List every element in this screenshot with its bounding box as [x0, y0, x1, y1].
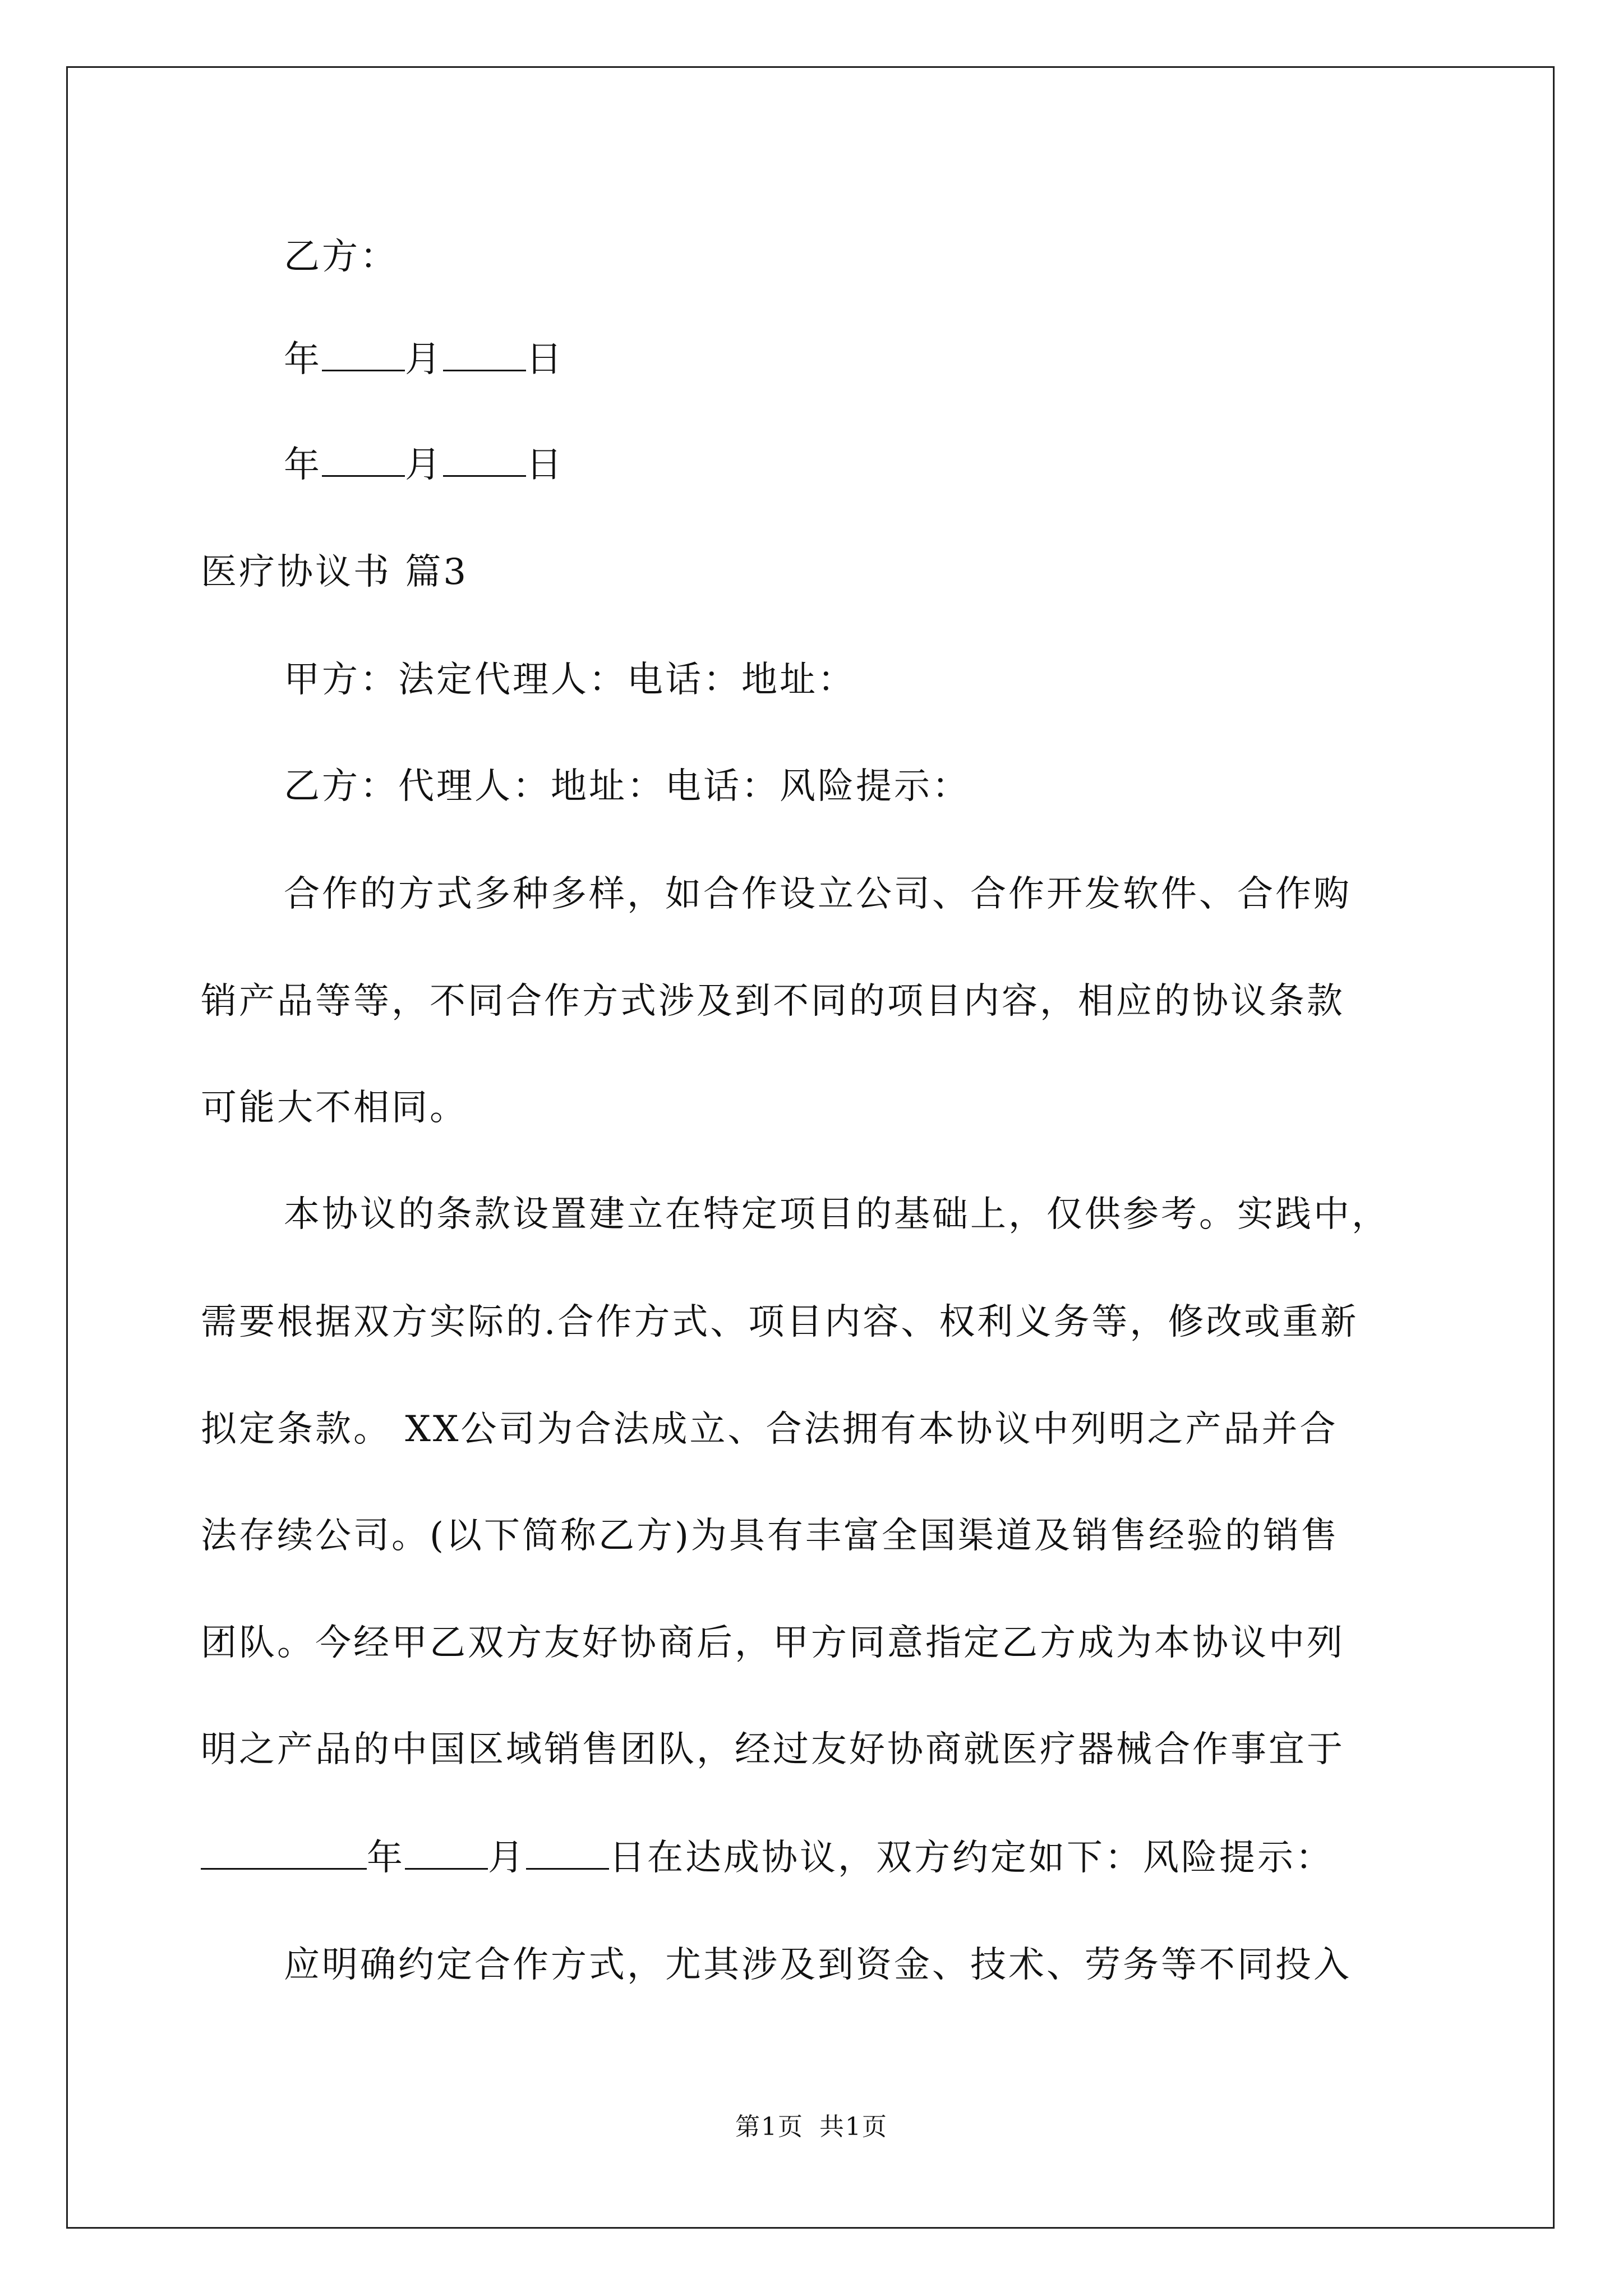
- party-b-info: 乙方：代理人：地址：电话：风险提示：: [284, 766, 970, 807]
- paragraph-line: 应明确约定合作方式，尤其涉及到资金、技术、劳务等不同投入: [284, 1944, 1352, 1986]
- paragraph-line: 合作的方式多种多样，如合作设立公司、合作开发软件、合作购: [284, 873, 1352, 915]
- date-line: 年 月 日: [284, 444, 564, 486]
- paragraph-line: 销产品等等，不同合作方式涉及到不同的项目内容，相应的协议条款: [201, 981, 1345, 1022]
- page-footer: [0, 2110, 1623, 2144]
- paragraph-line: 明之产品的中国区域销售团队，经过友好协商就医疗器械合作事宜于: [201, 1729, 1345, 1770]
- blank-field: [201, 1837, 367, 1870]
- party-b-label-line: [284, 232, 398, 282]
- page-number: 第1页: [735, 2113, 804, 2141]
- blank-field: [443, 444, 526, 477]
- paragraph-line: 需要根据双方实际的.合作方式、项目内容、权利义务等，修改或重新: [201, 1301, 1359, 1343]
- paragraph-line: 团队。今经甲乙双方友好协商后，甲方同意指定乙方成为本协议中列: [201, 1622, 1345, 1664]
- blank-field: [443, 338, 526, 371]
- total-pages: 共1页: [819, 2113, 888, 2141]
- date-line: 年 月 日: [284, 339, 564, 380]
- agreement-date-line: 年 月 日在达成协议，双方约定如下：风险提示：: [201, 1833, 1334, 1883]
- paragraph-line: 可能大不相同。: [201, 1087, 468, 1129]
- paragraph-line: 法存续公司。(以下简称乙方)为具有丰富全国渠道及销售经验的销售: [201, 1515, 1339, 1557]
- paragraph-line: 拟定条款。 XX公司为合法成立、合法拥有本协议中列明之产品并合: [201, 1409, 1338, 1450]
- blank-field: [405, 1837, 488, 1870]
- blank-field: [322, 338, 405, 371]
- text-line: 乙方：: [284, 236, 398, 278]
- party-a-info: 甲方：法定代理人：电话：地址：: [284, 659, 856, 701]
- section-heading: 医疗协议书 篇3: [201, 551, 469, 593]
- paragraph-line: 本协议的条款设置建立在特定项目的基础上，仅供参考。实践中，: [284, 1194, 1390, 1235]
- blank-field: [322, 444, 405, 477]
- blank-field: [526, 1837, 609, 1870]
- page-border: [66, 66, 1555, 2229]
